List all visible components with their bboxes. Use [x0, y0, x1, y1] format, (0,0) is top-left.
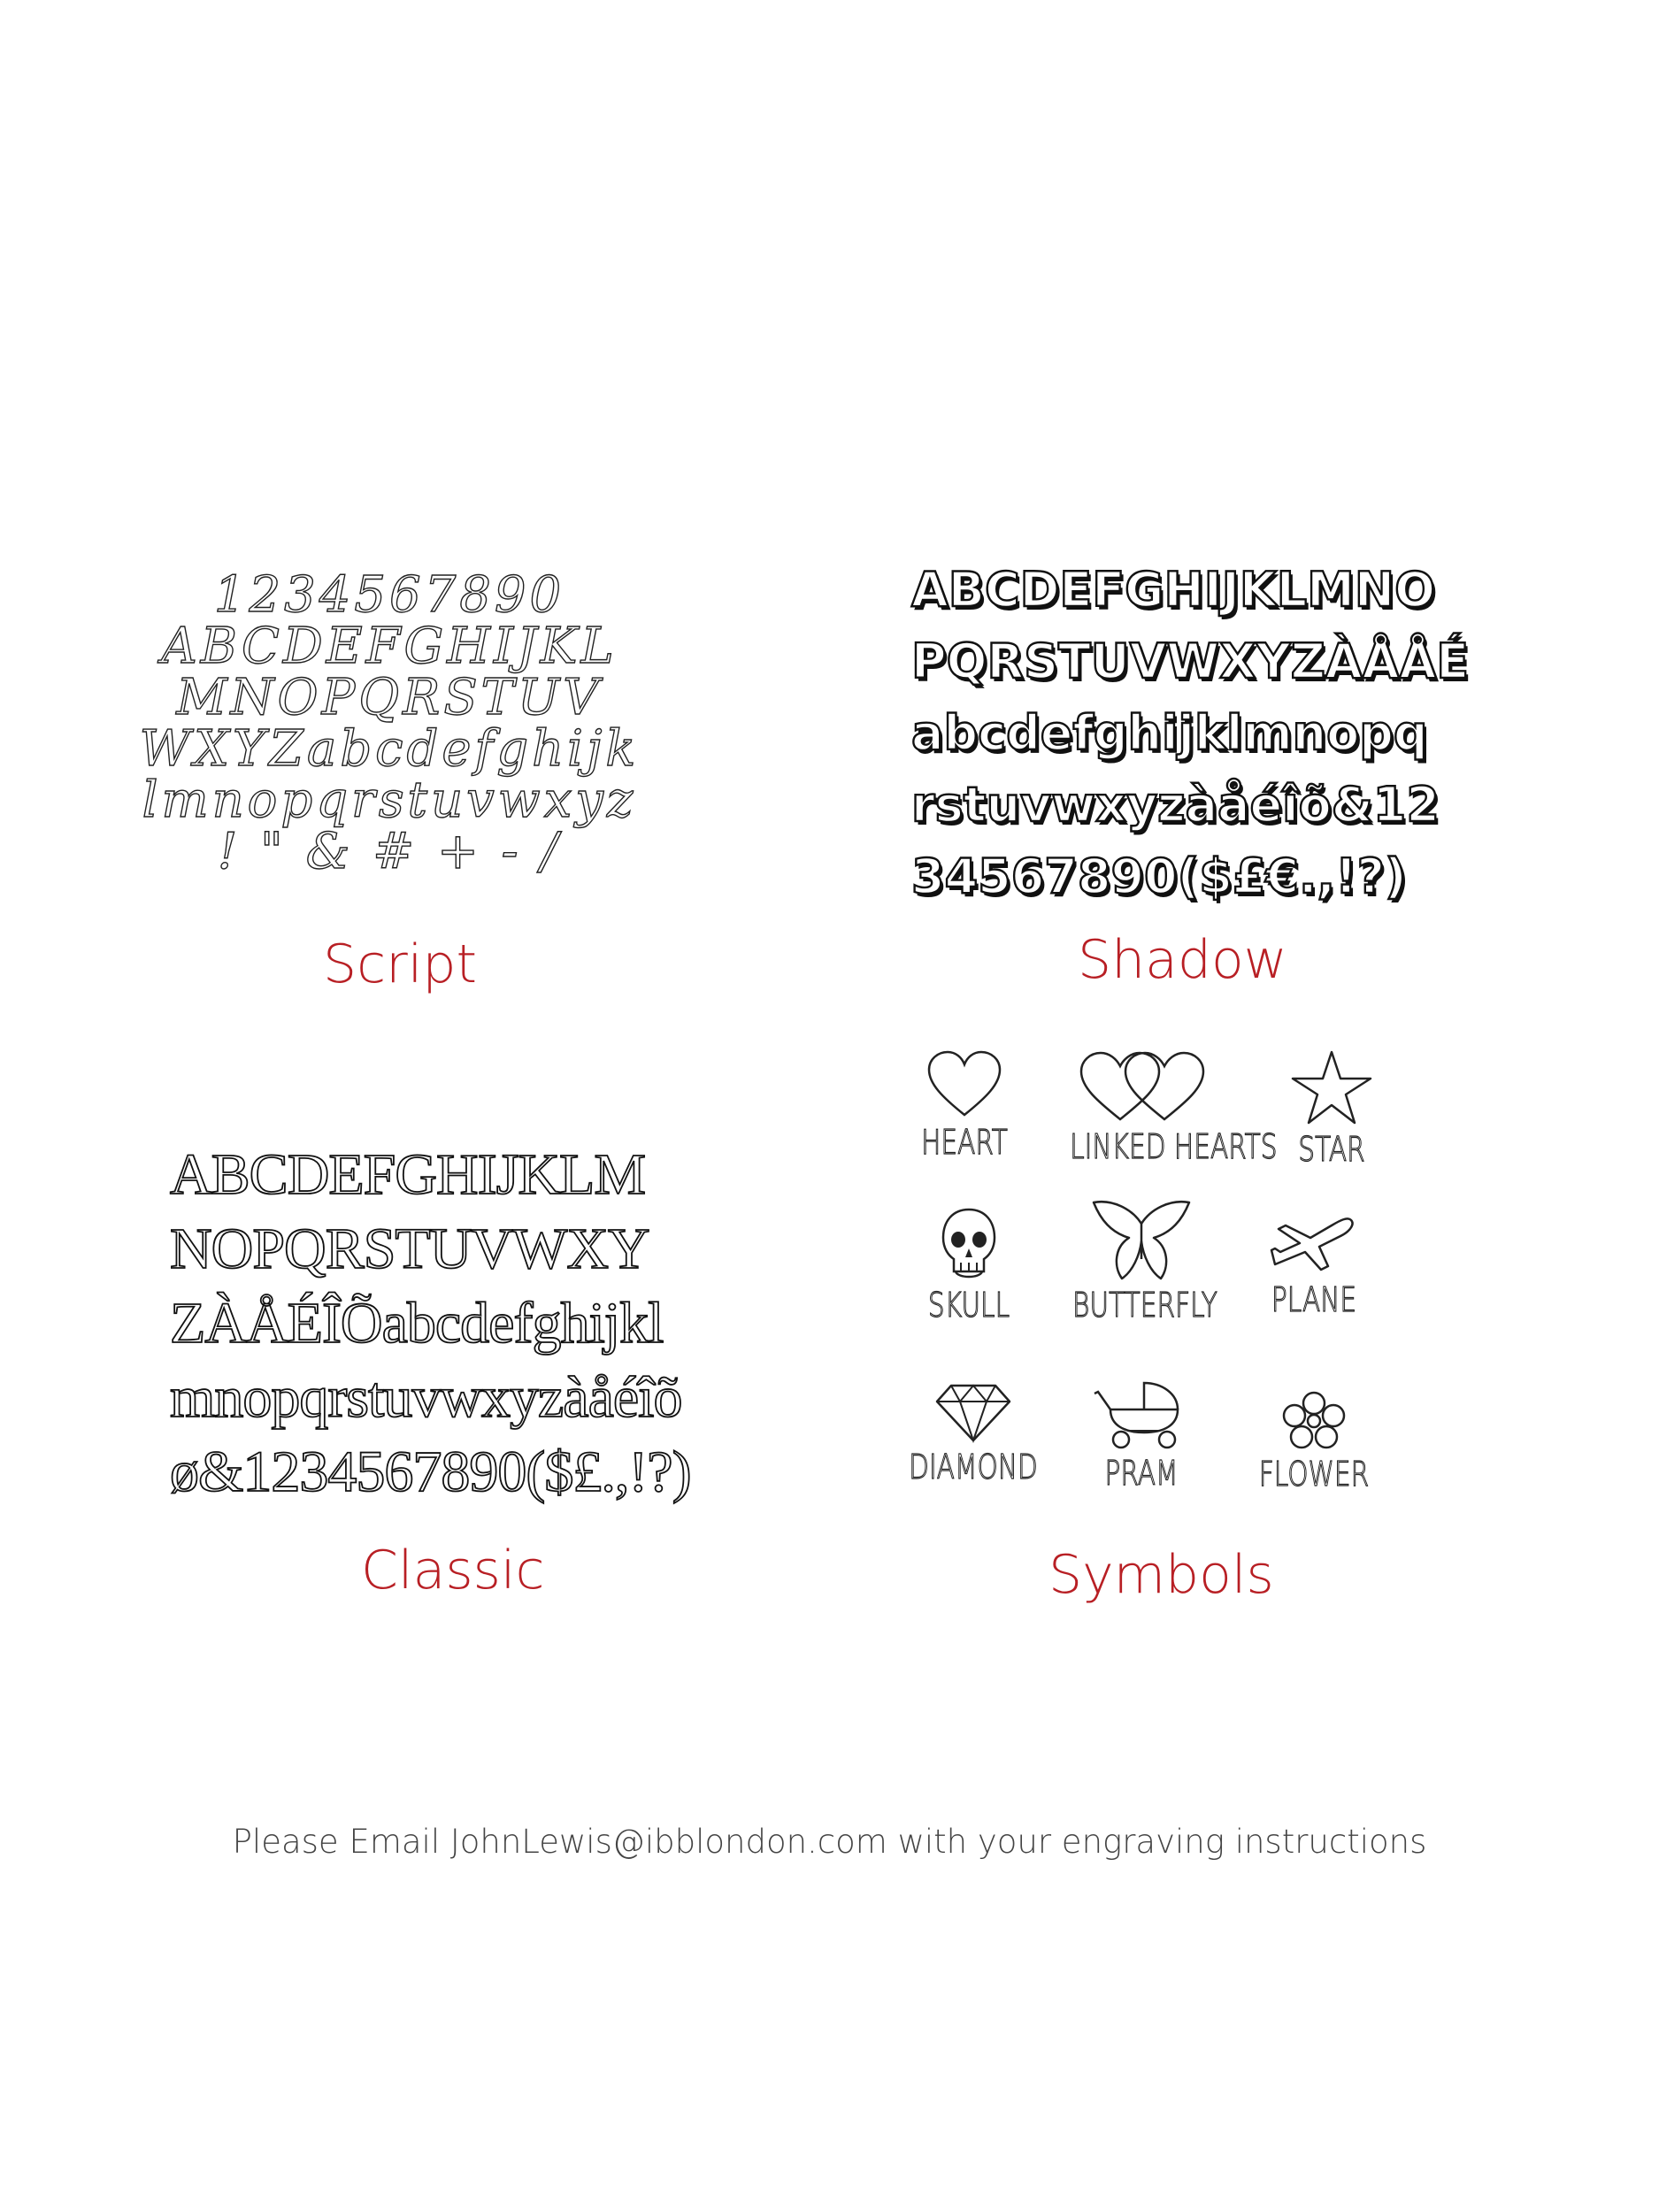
- star-icon: [1289, 1048, 1374, 1126]
- symbol-diamond: [885, 1380, 1062, 1486]
- linked-hearts-icon: [1076, 1048, 1209, 1124]
- script-sample-line: WXYZabcdefghijk: [139, 720, 640, 778]
- script-sample-line: ! " & # + - /: [217, 823, 562, 880]
- symbol-label: DIAMOND: [909, 1448, 1038, 1486]
- symbol-butterfly: [1053, 1197, 1230, 1325]
- shadow-sample-line: ABCDEFGHIJKLMNO: [911, 562, 1435, 618]
- symbol-label: HEART: [921, 1123, 1008, 1162]
- script-sample-line: lmnopqrstuvwxyz: [142, 772, 637, 829]
- symbol-pram: [1053, 1374, 1230, 1493]
- symbols-caption: Symbols: [1048, 1544, 1274, 1606]
- script-sample-line: ABCDEFGHIJKL: [161, 618, 618, 675]
- classic-sample-line: mnopqrstuvwxyzàåéîõ: [170, 1365, 682, 1430]
- diamond-icon: [933, 1380, 1013, 1444]
- symbol-label: PLANE: [1271, 1280, 1357, 1319]
- classic-sample-line: ø&1234567890($£.,!?): [170, 1440, 691, 1504]
- shadow-sample-line: abcdefghijklmnopq: [911, 705, 1428, 761]
- shadow-sample-line: rstuvwxyzàåéîõ&12: [911, 777, 1440, 833]
- script-caption: Script: [323, 933, 478, 995]
- symbol-label: PRAM: [1104, 1454, 1179, 1493]
- plane-icon: [1270, 1206, 1358, 1277]
- symbol-label: BUTTERFLY: [1072, 1286, 1217, 1325]
- symbol-label: STAR: [1298, 1130, 1365, 1169]
- symbol-skull: [880, 1206, 1057, 1325]
- script-sample-line: MNOPQRSTUV: [176, 669, 603, 726]
- classic-sample-line: ABCDEFGHIJKLM: [170, 1142, 646, 1207]
- classic-font-sample: [170, 1142, 736, 1517]
- shadow-sample-line: PQRSTUVWXYZÀÅÅÉ: [911, 634, 1470, 689]
- classic-caption: Classic: [361, 1540, 545, 1601]
- symbol-label: SKULL: [927, 1286, 1010, 1325]
- flower-icon: [1280, 1389, 1348, 1451]
- symbol-heart: [876, 1048, 1053, 1162]
- butterfly-icon: [1088, 1197, 1194, 1282]
- symbol-plane: [1225, 1206, 1402, 1319]
- engraving-instructions-note: Please Email JohnLewis@ibblondon.com with your engraving instructions: [232, 1823, 1427, 1861]
- classic-sample-line: NOPQRSTUVWXY: [170, 1217, 649, 1281]
- skull-icon: [938, 1206, 1000, 1282]
- symbol-label: LINKED HEARTS: [1070, 1127, 1278, 1166]
- shadow-sample-line: 34567890($£€.,!?): [911, 849, 1407, 904]
- symbol-flower: [1225, 1389, 1402, 1494]
- pram-icon: [1093, 1374, 1190, 1450]
- shadow-caption: Shadow: [1078, 929, 1287, 991]
- shadow-font-sample: [911, 562, 1478, 925]
- symbol-label: FLOWER: [1258, 1455, 1370, 1494]
- heart-icon: [925, 1048, 1004, 1119]
- symbol-star: [1243, 1048, 1420, 1169]
- symbol-linked-hearts: [1049, 1048, 1278, 1166]
- classic-sample-line: ZÀÅÉÎÕabcdefghijkl: [170, 1291, 664, 1356]
- script-font-sample: [80, 566, 699, 880]
- script-sample-line: 1234567890: [213, 566, 565, 624]
